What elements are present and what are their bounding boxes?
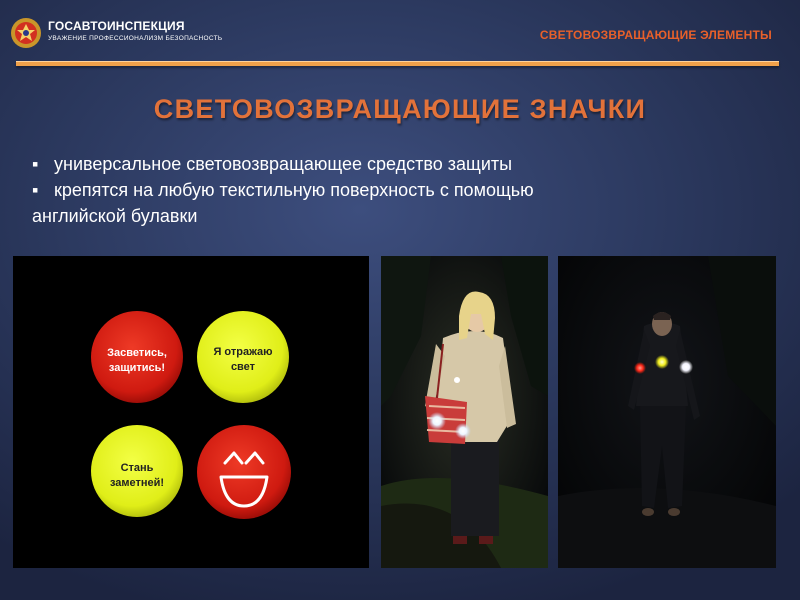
badges-photo [13,256,369,568]
badge-red-text [91,311,183,403]
badge-text-line: Засветись, [107,347,167,359]
bullet-text: крепятся на любую текстильную поверхность с помощью [54,180,534,200]
bullet-text: универсальное световозвращающее средство защиты [54,154,513,174]
bullet-item [32,177,672,203]
badge-text-line: защитись! [108,362,166,374]
badge-yellow-text [197,311,289,403]
badge-text-line: свет [230,361,256,373]
badge-yellow-text [91,425,183,517]
slide-header [0,0,800,62]
header-divider [16,61,779,66]
organization-motto: УВАЖЕНИЕ ПРОФЕССИОНАЛИЗМ БЕЗОПАСНОСТЬ [48,35,223,42]
badge-text-line: Стань [120,462,154,474]
gai-emblem-icon [10,17,42,49]
badge-text-line: заметней! [109,477,165,489]
slide-title: СВЕТОВОЗВРАЩАЮЩИЕ ЗНАЧКИ [153,94,647,124]
bullet-marker: ▪ [32,180,39,200]
organization-name: ГОСАВТОИНСПЕКЦИЯ [48,19,185,33]
badge-red-smiley [197,425,291,519]
bullet-list [32,151,672,229]
section-title: СВЕТОВОЗВРАЩАЮЩИЕ ЭЛЕМЕНТЫ [539,28,772,42]
night-man-photo [558,256,776,568]
bullet-continuation: английской булавки [32,206,198,226]
bullet-marker: ▪ [32,154,39,174]
bullet-item [32,151,672,177]
night-woman-photo [381,256,548,568]
badge-text-line: Я отражаю [213,346,273,358]
